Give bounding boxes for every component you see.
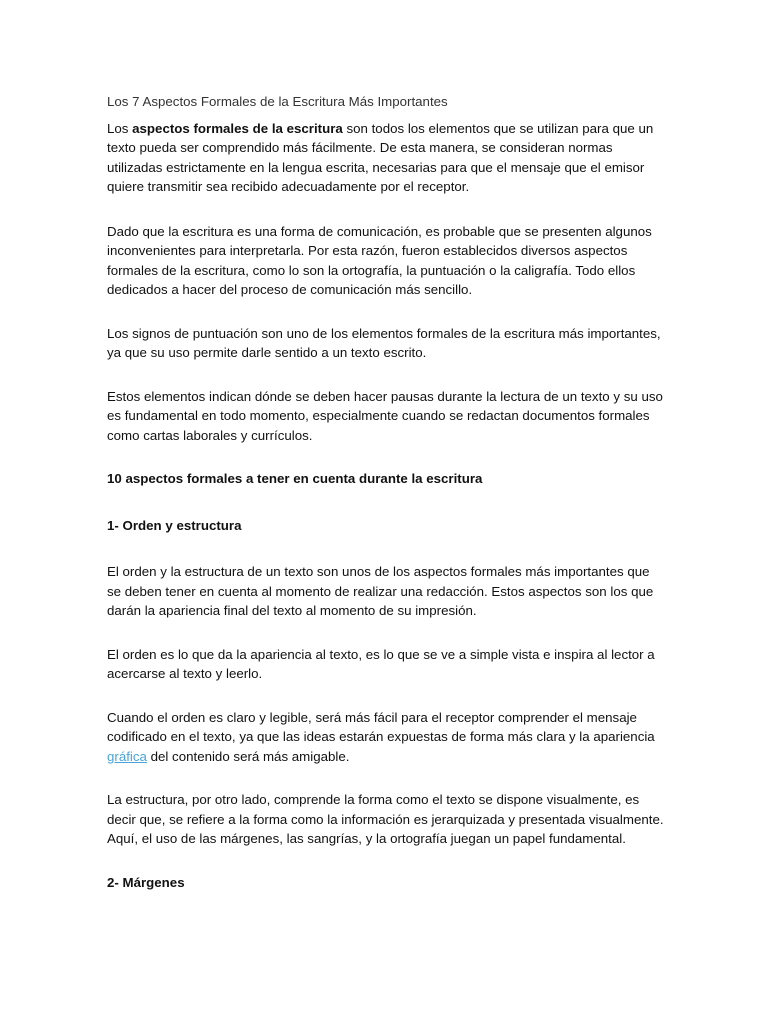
intro-paragraph: [107, 119, 667, 197]
intro-bold-term: aspectos formales de la escritura: [132, 120, 343, 136]
paragraph-1: Dado que la escritura es una forma de comunicación, es probable que se presenten algunos inconvenientes para interpretarla. Por esta razón, fueron establecidos diversos aspectos formales de la escritura, como lo son la ortografía, la puntuación o la caligrafía. Todo ellos dedicados a hacer del proceso de comunicación más sencillo.: [107, 223, 652, 297]
intro-suffix: son todos los elementos que se utilizan para que un texto pueda ser comprendido más fácilmente. De esta manera, se consideran normas utilizadas estrictamente en la lengua escrita, necesarias para que el mensaje que el emisor quiere transmitir sea recibido adecuadamente por el receptor.: [107, 120, 654, 194]
section-1-p3-after: del contenido será más amigable.: [146, 748, 350, 764]
section-1-paragraph-2: El orden es lo que da la apariencia al texto, es lo que se ve a simple vista e inspira al lector a acercarse al texto y leerlo.: [107, 646, 655, 681]
section-1-heading: 1- Orden y estructura: [107, 517, 242, 533]
document-title: Los 7 Aspectos Formales de la Escritura Más Importantes: [107, 94, 448, 109]
intro-prefix: Los: [107, 120, 133, 136]
section-1-paragraph-4: La estructura, por otro lado, comprende la forma como el texto se dispone visualmente, es decir que, se refiere a la forma como la información es jerarquizada y presentada visualmente. Aquí, el uso de las márgenes, las sangrías, y la ortografía juegan un papel fundamental.: [107, 792, 664, 846]
section-1-paragraph-3: [107, 708, 667, 767]
document-page: [107, 92, 667, 919]
paragraph-2: Los signos de puntuación son uno de los elementos formales de la escritura más importantes, ya que su uso permite darle sentido a un texto escrito.: [107, 325, 661, 360]
section-heading: 10 aspectos formales a tener en cuenta durante la escritura: [107, 471, 483, 486]
section-1-p3-before: Cuando el orden es claro y legible, será más fácil para el receptor comprender el mensaje codificado en el texto, ya que las ideas estarán expuestas de forma más clara y la apariencia: [107, 709, 655, 744]
section-2-heading: 2- Márgenes: [107, 874, 185, 890]
paragraph-3: Estos elementos indican dónde se deben hacer pausas durante la lectura de un texto y su uso es fundamental en todo momento, especialmente cuando se redactan documentos formales como cartas laborales y currículos.: [107, 388, 663, 443]
grafica-link[interactable]: gráfica: [107, 748, 147, 764]
section-1-paragraph-1: El orden y la estructura de un texto son unos de los aspectos formales más importantes que se deben tener en cuenta al momento de realizar una redacción. Estos aspectos son los que darán la apariencia final del texto al momento de su impresión.: [107, 564, 654, 618]
